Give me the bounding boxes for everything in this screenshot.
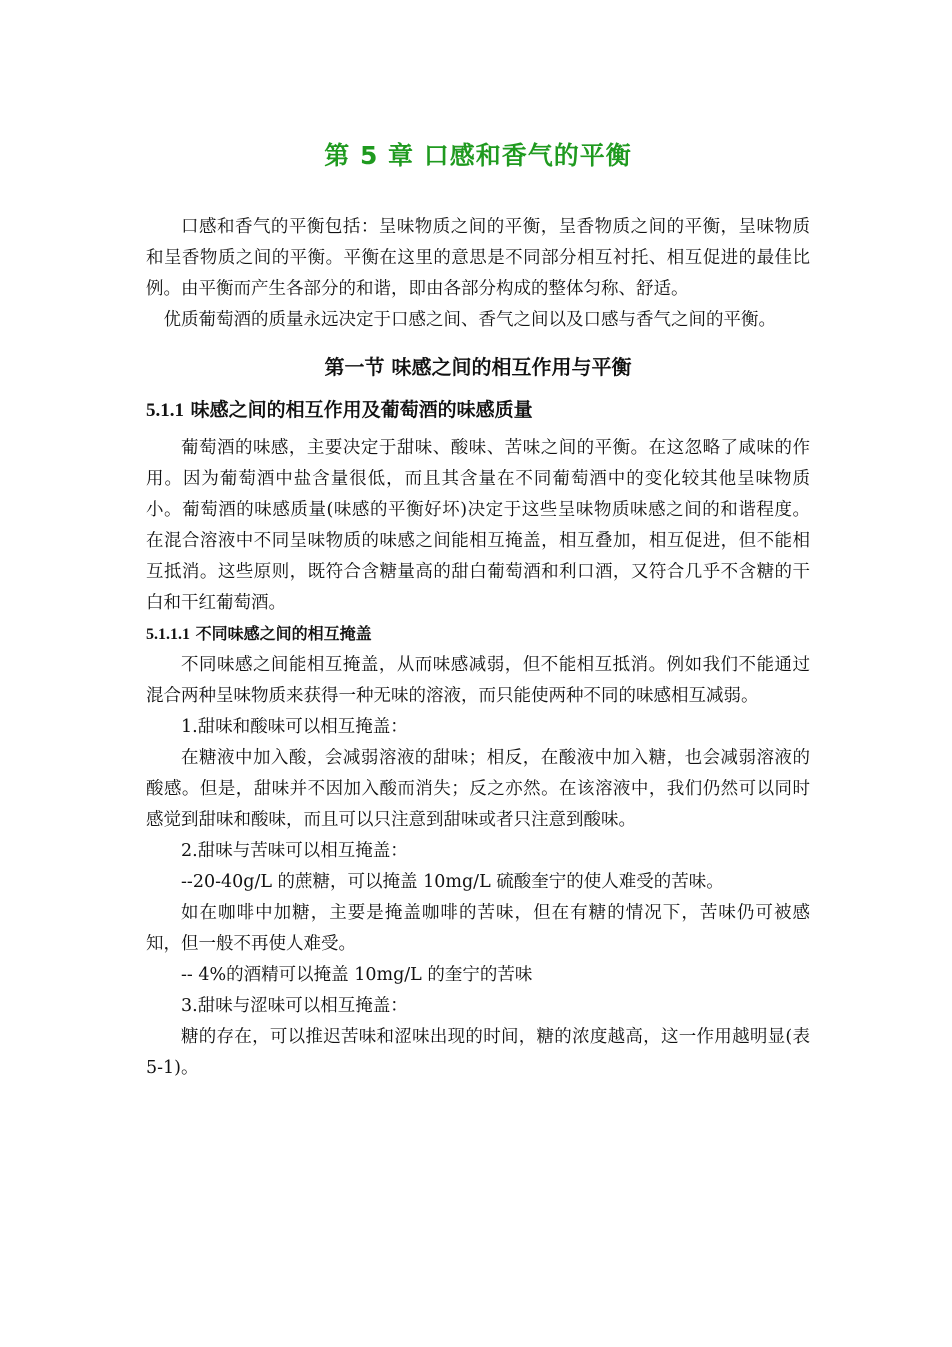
subsection-heading-text: 味感之间的相互作用及葡萄酒的味感质量 [184,399,533,421]
item-2-line-b: 如在咖啡中加糖，主要是掩盖咖啡的苦味，但在有糖的情况下，苦味仍可被感知，但一般不再使人难受。 [146,903,810,954]
item-2-line-a: --20-40g/L 的蔗糖，可以掩盖 10mg/L 硫酸奎宁的使人难受的苦味。 [181,872,724,892]
subsection-title-5-1-1 [146,394,810,427]
subsubsection-title-5-1-1-1 [146,619,810,650]
item-1-text: 在糖液中加入酸，会减弱溶液的甜味；相反，在酸液中加入糖，也会减弱溶液的酸感。但是，甜味并不因加入酸而消失；反之亦然。在该溶液中，我们仍然可以同时感觉到甜味和酸味，而且可以只注意到甜味或者只注意到酸味。 [146,748,810,830]
item-3-text: 糖的存在，可以推迟苦味和涩味出现的时间，糖的浓度越高，这一作用越明显(表 5-1)。 [146,1027,810,1078]
item-3-heading: 3.甜味与涩味可以相互掩盖： [181,996,408,1016]
subsection-number: 5.1.1 [146,400,184,421]
chapter-title: 第 5 章 口感和香气的平衡 [324,141,632,170]
section-title: 第一节 味感之间的相互作用与平衡 [324,355,632,379]
document-page [146,138,810,1084]
item-2-line-c: -- 4%的酒精可以掩盖 10mg/L 的奎宁的苦味 [181,965,533,985]
item-1-heading: 1.甜味和酸味可以相互掩盖： [181,717,408,737]
masking-paragraph: 不同味感之间能相互掩盖，从而味感减弱，但不能相互抵消。例如我们不能通过混合两种呈味物质来获得一种无味的溶液，而只能使两种不同的味感相互减弱。 [146,655,810,706]
item-2-heading: 2.甜味与苦味可以相互掩盖： [181,841,408,861]
intro-paragraph-2: 优质葡萄酒的质量永远决定于口感之间、香气之间以及口感与香气之间的平衡。 [163,310,776,330]
subsection-paragraph: 葡萄酒的味感，主要决定于甜味、酸味、苦味之间的平衡。在这忽略了咸味的作用。因为葡萄酒中盐含量很低，而且其含量在不同葡萄酒中的变化较其他呈味物质小。葡萄酒的味感质量(味感的平衡好坏)决定于这些呈味物质味感之间的和谐程度。 在混合溶液中不同呈味物质的味感之间能相互掩盖，相互叠加，相互促进，但不能相互抵消。这些原则，既符合含糖量高的甜白葡萄酒和利口酒，又符合几乎不含糖的干白和干红葡萄酒。 [146,438,810,613]
subsubsection-heading-text: 不同味感之间的相互掩盖 [190,624,372,643]
intro-paragraph-1: 口感和香气的平衡包括：呈味物质之间的平衡，呈香物质之间的平衡，呈味物质和呈香物质之间的平衡。平衡在这里的意思是不同部分相互衬托、相互促进的最佳比例。由平衡而产生各部分的和谐，即由各部分构成的整体匀称、舒适。 [146,217,810,299]
subsubsection-number: 5.1.1.1 [146,626,190,643]
